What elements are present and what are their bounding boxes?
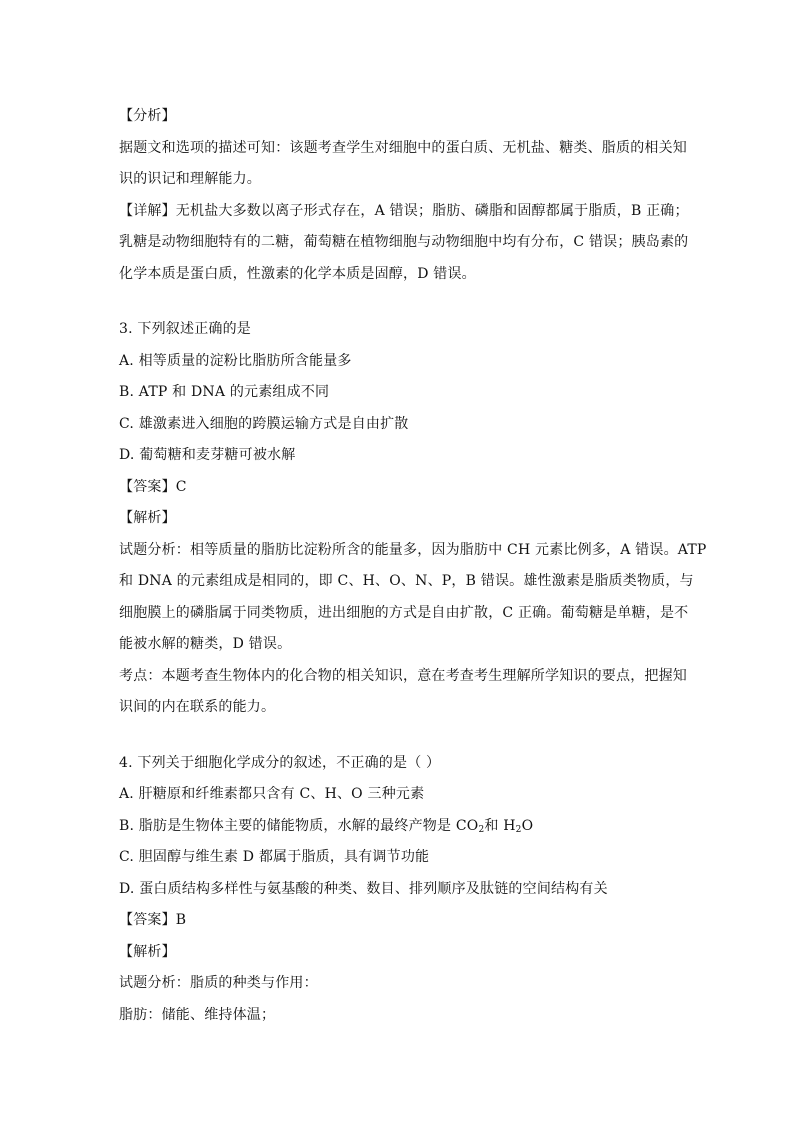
- question-4-option-a: A. 肝糖原和纤维素都只含有 C、H、O 三种元素: [119, 786, 425, 802]
- question-3-kaodian-line-2: 识间的内在联系的能力。: [119, 699, 276, 715]
- detail-text-line-1: 【详解】无机盐大多数以离子形式存在，A 错误；脂肪、磷脂和固醇都属于脂质，B 正确；: [119, 202, 689, 219]
- question-3-explanation-label: 【解析】: [119, 510, 176, 526]
- co2-subscript: 2: [478, 824, 485, 835]
- detail-text-line-2: 乳糖是动物细胞特有的二糖，葡萄糖在植物细胞与动物细胞中均有分布，C 错误；胰岛素的: [119, 234, 689, 250]
- question-4-stem: 4. 下列关于细胞化学成分的叙述，不正确的是（ ）: [119, 754, 441, 771]
- question-4-explanation-line-2: 脂肪：储能、维持体温；: [119, 1006, 276, 1023]
- analysis-text-line-2: 识的识记和理解能力。: [119, 171, 261, 187]
- question-4-answer: 【答案】B: [119, 912, 187, 928]
- question-4-option-d: D. 蛋白质结构多样性与氨基酸的种类、数目、排列顺序及肽链的空间结构有关: [119, 880, 608, 897]
- question-3-option-a: A. 相等质量的淀粉比脂肪所含能量多: [119, 352, 352, 369]
- option-b-text-end: O: [521, 817, 534, 834]
- question-3-explanation-line-2: 和 DNA 的元素组成是相同的，即 C、H、O、N、P，B 错误。雄性激素是脂质类物质，与: [119, 573, 694, 589]
- h2o-subscript: 2: [515, 824, 522, 835]
- question-3-explanation-line-3: 细胞膜上的磷脂属于同类物质，进出细胞的方式是自由扩散，C 正确。葡萄糖是单糖，是不: [119, 604, 689, 621]
- question-3-kaodian-line-1: 考点：本题考查生物体内的化合物的相关知识，意在考查考生理解所学知识的要点，把握知: [119, 667, 687, 684]
- option-b-text-middle: 和 H: [484, 817, 516, 834]
- question-4-explanation-label: 【解析】: [119, 943, 176, 960]
- question-3-stem: 3. 下列叙述正确的是: [119, 321, 252, 337]
- question-4-option-b: [119, 811, 679, 843]
- detail-text-line-3: 化学本质是蛋白质，性激素的化学本质是固醇，D 错误。: [119, 265, 476, 282]
- section-gap: [119, 724, 679, 748]
- question-3-option-b: B. ATP 和 DNA 的元素组成不同: [119, 384, 330, 400]
- document-body: [119, 101, 707, 1031]
- analysis-label: 【分析】: [119, 108, 176, 124]
- question-4-explanation-line-1: 试题分析：脂质的种类与作用：: [119, 975, 318, 991]
- option-b-text-start: B. 脂肪是生物体主要的储能物质，水解的最终产物是 CO: [119, 817, 479, 834]
- question-3-explanation-line-4: 能被水解的糖类，D 错误。: [119, 636, 292, 652]
- question-3-answer: 【答案】C: [119, 478, 187, 495]
- analysis-text-line-1: 据题文和选项的描述可知：该题考查学生对细胞中的蛋白质、无机盐、糖类、脂质的相关知: [119, 139, 687, 156]
- question-3-option-d: D. 葡萄糖和麦芽糖可被水解: [119, 447, 296, 463]
- section-gap: [119, 290, 679, 314]
- question-3-explanation-line-1: 试题分析：相等质量的脂肪比淀粉所含的能量多，因为脂肪中 CH 元素比例多，A 错误。ATP: [119, 541, 707, 558]
- question-4-option-c: C. 胆固醇与维生素 D 都属于脂质，具有调节功能: [119, 849, 430, 865]
- question-3-option-c: C. 雄激素进入细胞的跨膜运输方式是自由扩散: [119, 415, 409, 432]
